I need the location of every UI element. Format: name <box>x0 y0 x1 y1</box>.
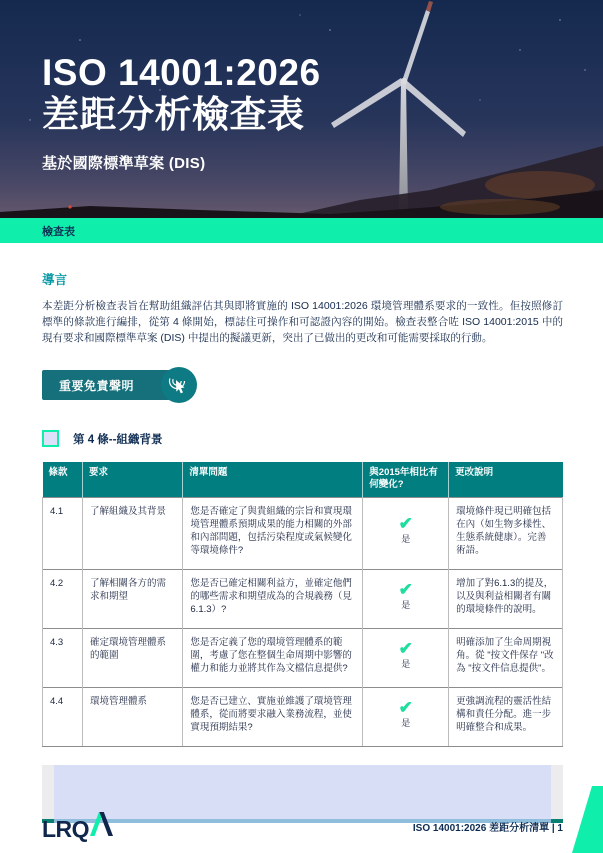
section-banner <box>0 218 603 243</box>
notes-input-box[interactable] <box>54 765 551 819</box>
turbine-hub <box>401 78 407 84</box>
requirement-cell: 環境管理體系 <box>83 688 183 747</box>
corner-accent-wedge <box>570 786 603 853</box>
check-icon: ✔ <box>398 579 413 599</box>
changed-label: 是 <box>401 599 411 610</box>
intro-body: 本差距分析檢查表旨在幫助組織評估其與即將實施的 ISO 14001:2026 環境管理體系要求的一致性。佢按照修訂標準的條款進行編排，從第 4 條開始，標誌住可操作和可認證內容的開始。檢查表整合咗 ISO 14001:2015 中的現有要求和國際標準草案 (DIS) 中提出的擬議更新，突出了已做出的更改和可能需要採取的行動。 <box>42 300 563 344</box>
check-icon: ✔ <box>398 514 413 533</box>
lrqa-logo-a-mark <box>90 812 113 841</box>
col-header-clause: 條款 <box>48 467 68 478</box>
banner-label: 檢查表 <box>42 225 75 238</box>
requirement-cell: 確定環境管理體系的範圍 <box>83 629 183 688</box>
section-title: 第 4 條--組織背景 <box>73 433 163 446</box>
change-note-cell: 增加了對6.1.3的提及，以及與利益相關者有關的環境條件的說明。 <box>449 570 563 629</box>
changed-label: 是 <box>401 658 411 669</box>
col-header-change-note: 更改說明 <box>449 462 563 498</box>
change-note-cell: 環境條件現已明確包括在內（如生物多樣性、生態系統健康）。完善術語。 <box>449 498 563 570</box>
page-subtitle: 基於國際標準草案 (DIS) <box>42 154 206 172</box>
check-icon: ✔ <box>398 697 413 717</box>
change-note-cell: 更強調流程的靈活性結構和責任分配。進一步明確整合和成果。 <box>449 688 563 747</box>
disclaimer-button-label: 重要免責聲明 <box>59 378 135 393</box>
changed-cell <box>363 570 449 629</box>
lrqa-logo-text: LRQ <box>42 816 90 842</box>
intro-heading: 導言 <box>42 273 68 287</box>
section-checkbox-icon <box>42 430 59 447</box>
disclaimer-button[interactable] <box>42 370 180 400</box>
question-cell: 您是否已確定相關利益方，並確定他們的哪些需求和期望成為的合規義務（見6.1.3）? <box>183 570 363 629</box>
changed-cell <box>363 688 449 747</box>
requirement-cell: 了解組織及其背景 <box>83 498 183 570</box>
changed-cell <box>363 498 449 570</box>
lrqa-logo <box>42 812 113 841</box>
table-row <box>43 498 563 570</box>
requirement-cell: 了解相關各方的需求和期望 <box>83 570 183 629</box>
hero-header <box>0 0 603 218</box>
check-icon: ✔ <box>398 638 413 658</box>
changed-label: 是 <box>401 534 411 544</box>
gap-analysis-table <box>42 462 563 747</box>
changed-label: 是 <box>401 717 411 728</box>
intro-section <box>42 270 563 346</box>
table-row <box>43 570 563 629</box>
click-cursor-icon <box>161 367 197 403</box>
col-header-question: 清單問題 <box>183 462 363 498</box>
clause-cell: 4.1 <box>43 498 83 570</box>
page-footer <box>42 812 563 841</box>
col-header-changed: 與2015年相比有何變化? <box>363 462 449 498</box>
clause-section-header <box>42 430 603 447</box>
changed-cell <box>363 629 449 688</box>
tower-warning-light <box>68 205 71 208</box>
table-header-row <box>43 462 563 498</box>
col-header-requirement: 要求 <box>83 462 183 498</box>
question-cell: 您是否已建立、實施並維護了環境管理體系，從而將要求融入業務流程，並使實現預期結果? <box>183 688 363 747</box>
table-row <box>43 688 563 747</box>
change-note-cell: 明確添加了生命周期視角。從 "按文件保存 "改為 "按文件信息提供"。 <box>449 629 563 688</box>
clause-cell: 4.2 <box>43 570 83 629</box>
page-title: ISO 14001:2026 差距分析檢查表 <box>42 52 321 135</box>
clause-cell: 4.3 <box>43 629 83 688</box>
footer-page-label: ISO 14001:2026 差距分析清單 | 1 <box>412 823 563 834</box>
question-cell: 您是否確定了與貴組織的宗旨和實現環境管理體系預期成果的能力相關的外部和內部問題，包括污染程度或氣候變化等環境條件? <box>183 498 363 570</box>
table-row <box>43 629 563 688</box>
clause-cell: 4.4 <box>43 688 83 747</box>
question-cell: 您是否定義了您的環境管理體系的範圍，考慮了您在整個生命周期中影響的權力和能力並將其作為文檔信息提供? <box>183 629 363 688</box>
checklist-table-body <box>43 498 563 747</box>
